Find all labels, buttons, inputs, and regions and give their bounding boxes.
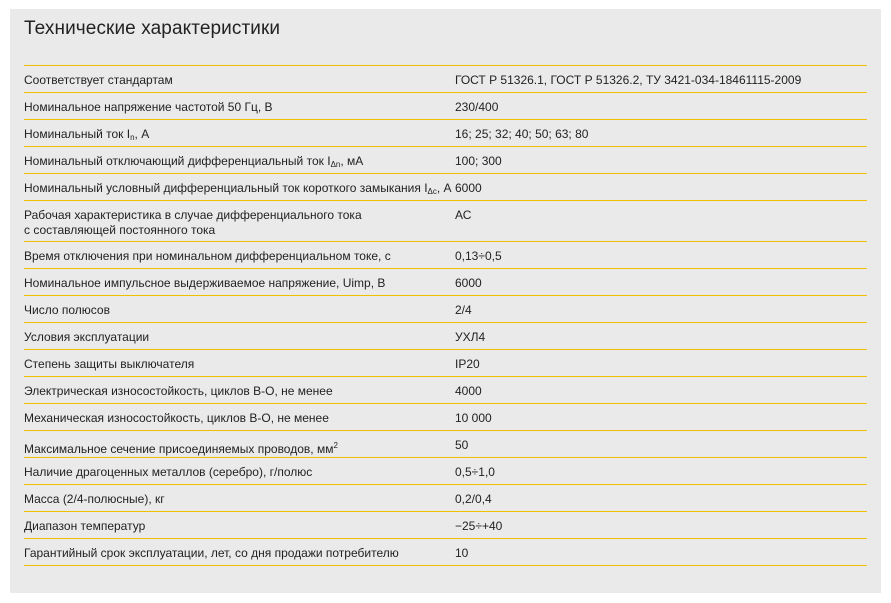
spec-label: Номинальный отключающий дифференциальный ток $I_{\Delta n}$, мА bbox=[24, 154, 364, 169]
spec-value: 230/400 bbox=[455, 100, 499, 114]
table-row bbox=[24, 296, 867, 323]
spec-label: Гарантийный срок эксплуатации, лет, со дня продажи потребителю bbox=[24, 546, 399, 560]
spec-label: Номинальный ток $I_n$, А bbox=[24, 127, 150, 142]
spec-label: Рабочая характеристика в случае дифференциального тока с составляющей постоянного тока bbox=[24, 208, 362, 237]
table-row bbox=[24, 201, 867, 242]
spec-label: Время отключения при номинальном дифференциальном токе, с bbox=[24, 249, 391, 263]
spec-label: Число полюсов bbox=[24, 303, 110, 317]
spec-label: Условия эксплуатации bbox=[24, 330, 150, 344]
table-row bbox=[24, 485, 867, 512]
spec-value: АС bbox=[455, 208, 472, 222]
table-row bbox=[24, 66, 867, 93]
spec-label: Максимальное сечение присоединяемых проводов, $мм^2$ bbox=[24, 441, 338, 456]
spec-label: Механическая износостойкость, циклов В-О, не менее bbox=[24, 411, 329, 425]
table-row bbox=[24, 350, 867, 377]
spec-label: Масса (2/4-полюсные), кг bbox=[24, 492, 165, 506]
spec-value: 6000 bbox=[455, 181, 482, 195]
page-title: Технические характеристики bbox=[24, 18, 281, 39]
table-row bbox=[24, 147, 867, 174]
table-row bbox=[24, 539, 867, 566]
table-row bbox=[24, 431, 867, 458]
table-row bbox=[24, 120, 867, 147]
spec-label: Номинальное напряжение частотой 50 Гц, В bbox=[24, 100, 273, 114]
spec-value: IP20 bbox=[455, 357, 480, 371]
spec-label: Наличие драгоценных металлов (серебро), г/полюс bbox=[24, 465, 313, 479]
table-row bbox=[24, 404, 867, 431]
spec-label: Соответствует стандартам bbox=[24, 73, 173, 87]
spec-label: Электрическая износостойкость, циклов В-О, не менее bbox=[24, 384, 333, 398]
spec-value: 0,13÷0,5 bbox=[455, 249, 502, 263]
spec-value: 100; 300 bbox=[455, 154, 502, 168]
spec-value: 10 bbox=[455, 546, 469, 560]
table-row bbox=[24, 458, 867, 485]
spec-label: Степень защиты выключателя bbox=[24, 357, 195, 371]
spec-value: 2/4 bbox=[455, 303, 472, 317]
spec-value: УХЛ4 bbox=[455, 330, 486, 344]
table-row bbox=[24, 512, 867, 539]
specs-table bbox=[24, 66, 867, 566]
spec-value: 16; 25; 32; 40; 50; 63; 80 bbox=[455, 127, 589, 141]
spec-value: 0,5÷1,0 bbox=[455, 465, 495, 479]
spec-value: 10 000 bbox=[455, 411, 492, 425]
spec-label: Номинальный условный дифференциальный ток короткого замыкания $I_{\Delta c}$, А bbox=[24, 181, 452, 196]
spec-value: 50 bbox=[455, 438, 469, 452]
table-row bbox=[24, 323, 867, 350]
table-row bbox=[24, 242, 867, 269]
spec-label: Диапазон температур bbox=[24, 519, 146, 533]
spec-label: Номинальное импульсное выдерживаемое напряжение, Uimp, В bbox=[24, 276, 386, 290]
table-row bbox=[24, 269, 867, 296]
spec-value: −25÷+40 bbox=[455, 519, 503, 533]
specs-panel bbox=[10, 9, 881, 593]
spec-value: ГОСТ Р 51326.1, ГОСТ Р 51326.2, ТУ 3421-034-18461115-2009 bbox=[455, 73, 802, 87]
spec-value: 4000 bbox=[455, 384, 482, 398]
spec-value: 6000 bbox=[455, 276, 482, 290]
spec-value: 0,2/0,4 bbox=[455, 492, 492, 506]
table-row bbox=[24, 174, 867, 201]
table-row bbox=[24, 377, 867, 404]
table-row bbox=[24, 93, 867, 120]
